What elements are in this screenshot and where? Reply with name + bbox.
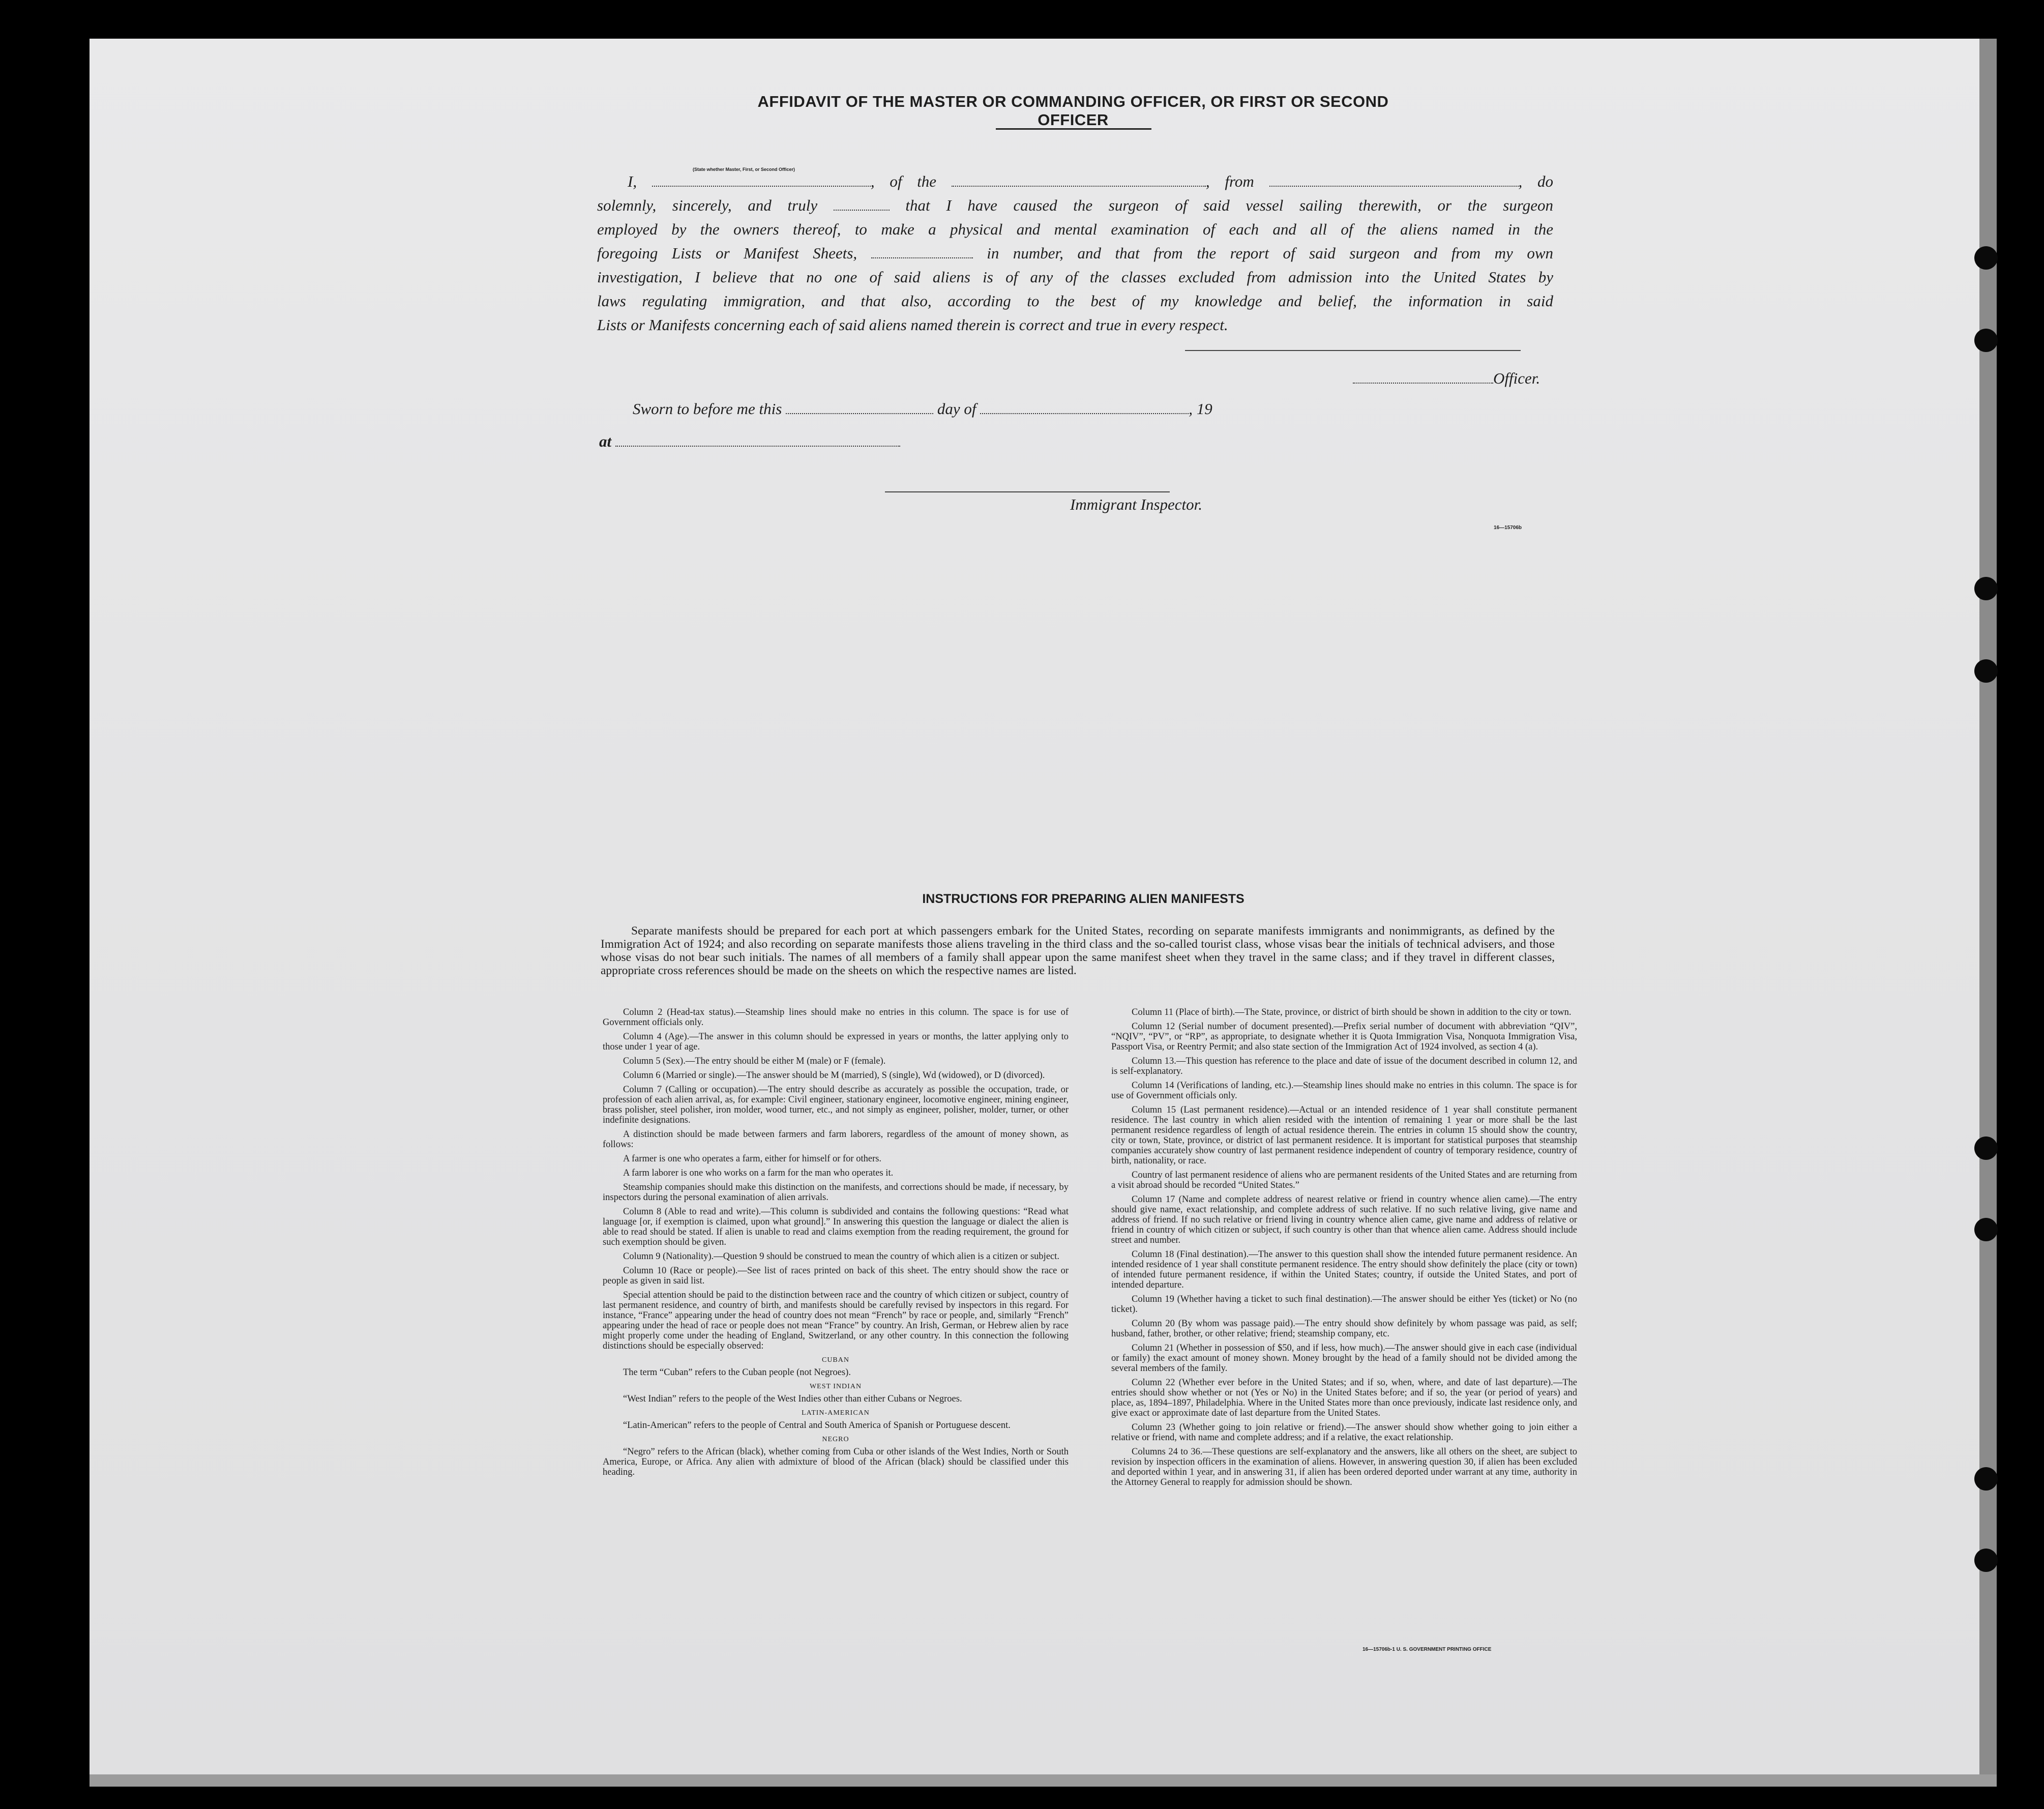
instruction-paragraph: A distinction should be made between farmers and farm laborers, regardless of the amount of money shown, as follows: xyxy=(603,1129,1069,1150)
signature-line[interactable] xyxy=(1185,350,1521,351)
affidavit-line-3: employed by the owners thereof, to make a physical and mental examination of each and all of the aliens named in the xyxy=(597,220,1553,238)
instruction-paragraph: A farmer is one who operates a farm, either for himself or for others. xyxy=(623,1154,882,1164)
subheading-latin-american: LATIN-AMERICAN xyxy=(802,1409,870,1417)
officer-blank[interactable] xyxy=(652,174,871,187)
affidavit-text xyxy=(597,169,1553,337)
subheading-negro: NEGRO xyxy=(822,1436,849,1443)
subheading-west-indian: WEST INDIAN xyxy=(809,1383,862,1390)
at-place-blank[interactable] xyxy=(615,434,900,447)
instruction-paragraph: Column 17 (Name and complete address of nearest relative or friend in country whence alien came).—The entry should give name, exact relationship, and complete address of such relative. If no such relative living, give name and address of friend. If no such relative or friend living in country whence alien came, give name and address of relative or friend in country of which citizen or subject, if such country is other than that whence alien came. Address should include street and number. xyxy=(1111,1194,1577,1245)
printing-office-footer: 16—15706b-1 U. S. GOVERNMENT PRINTING OFFICE xyxy=(1362,1647,1492,1652)
subheading-cuban: CUBAN xyxy=(821,1356,849,1364)
title-rule xyxy=(996,128,1151,130)
affidavit-title: AFFIDAVIT OF THE MASTER OR COMMANDING OFFICER, OR FIRST OR SECOND OFFICER xyxy=(757,93,1389,129)
binder-hole xyxy=(1974,1136,1998,1160)
instructions-left-column xyxy=(603,1007,1069,1481)
instruction-paragraph: Country of last permanent residence of aliens who are permanent residents of the United States and are returning from a visit abroad should be recorded “United States.” xyxy=(1111,1170,1577,1190)
instructions-intro: Separate manifests should be prepared for each port at which passengers embark for the United States, recording on separate manifests immigrants and nonimmigrants, as defined by the Immigration Act of 1924; and also recording on separate manifests those aliens traveling in the third class and the so-called tourist class, whose visas bear the initials of technical advisers, and those whose visas do not bear such initials. The names of all members of a family shall appear upon the same manifest sheet when they travel in the same class; and if they travel in different classes, appropriate cross references should be made on the sheets on which the respective names are listed. xyxy=(601,924,1555,977)
sworn-month-blank[interactable] xyxy=(980,402,1189,414)
instruction-paragraph: Column 19 (Whether having a ticket to such final destination).—The answer should be either Yes (ticket) or No (no ticket). xyxy=(1111,1294,1577,1315)
oath-blank[interactable] xyxy=(834,198,890,211)
instruction-paragraph: Column 8 (Able to read and write).—This column is subdivided and contains the following questions: “Read what language [or, if exemption is claimed, upon what ground].” In answering this question the language or dialect the alien is able to read should be stated. If alien is unable to read and claims exemption from the reading requirement, the ground for such exemption should be given. xyxy=(603,1207,1069,1247)
aliens-count-blank[interactable] xyxy=(871,246,973,258)
affidavit-line-5: investigation, I believe that no one of said aliens is of any of the classes excluded from admission into the United States by xyxy=(597,268,1553,286)
page-edge xyxy=(1979,39,1997,1786)
instructions-title: INSTRUCTIONS FOR PREPARING ALIEN MANIFESTS xyxy=(922,892,1245,906)
instruction-paragraph: Column 22 (Whether ever before in the United States; and if so, when, where, and date of last departure).—The entries should show whether or not (Yes or No) in the United States before; and if so, the year (or period of years) and place, as, 1894–1897, Philadelphia. Where in the United States more than once previously, indicate last residence only, and give exact or approximate date of last departure from the United States. xyxy=(1111,1378,1577,1418)
officer-title-blank[interactable] xyxy=(1353,371,1493,384)
instruction-paragraph: Columns 24 to 36.—These questions are self-explanatory and the answers, like all others on the sheet, are subject to revision by inspection officers in the examination of aliens. However, in answering question 30, if alien has been excluded and deported within 1 year, and in answering 31, if alien has been ordered deported under warrant at any time, authority in the Attorney General to reapply for admission should be shown. xyxy=(1111,1447,1577,1487)
instruction-paragraph: A farm laborer is one who works on a farm for the man who operates it. xyxy=(623,1168,894,1178)
instruction-paragraph: Column 20 (By whom was passage paid).—The entry should show definitely by whom passage was paid, as self; husband, father, brother, or other relative; friend; steamship company, etc. xyxy=(1111,1319,1577,1339)
binder-hole xyxy=(1974,1549,1998,1572)
officer-rank-note: (State whether Master, First, or Second Officer) xyxy=(693,167,795,172)
instruction-paragraph: Column 14 (Verifications of landing, etc.).—Steamship lines should make no entries in this column. The space is for use of Government officials only. xyxy=(1111,1081,1577,1101)
page-bottom-edge xyxy=(90,1774,1997,1787)
inspector-signature-line[interactable] xyxy=(885,491,1170,492)
officer-signature: Officer. xyxy=(1353,369,1540,388)
instruction-paragraph: Column 5 (Sex).—The entry should be either M (male) or F (female). xyxy=(623,1056,886,1066)
instruction-paragraph: Column 7 (Calling or occupation).—The entry should describe as accurately as possible the occupation, trade, or profession of each alien arrival, as, for example: Civil engineer, stationary engineer, locomotive engineer, mining engineer, brass polisher, steel polisher, iron molder, wood turner, etc., and not simply as engineer, polisher, molder, turner, or other indefinite designations. xyxy=(603,1085,1069,1125)
instruction-paragraph: Column 15 (Last permanent residence).—Actual or an intended residence of 1 year shall constitute permanent residence. The last country in which alien resided with the intention of remaining 1 year or more shall be the last permanent residence regardless of length of actual residence therein. The entries in column 15 should show the country, city or town, State, province, or district of last permanent residence. It is important for statistical purposes that steamship companies accurately show country of last permanent residence independent of country of temporary residence, country of birth, nationality, or race. xyxy=(1111,1105,1577,1166)
affidavit-line-2: solemnly, sincerely, and truly that I have caused the surgeon of said vessel sailing therewith, or the surgeon xyxy=(597,196,1553,214)
instruction-paragraph: Column 11 (Place of birth).—The State, province, or district of birth should be shown in addition to the city or town. xyxy=(1132,1007,1572,1017)
instruction-paragraph: Column 2 (Head-tax status).—Steamship lines should make no entries in this column. The space is for use of Government officials only. xyxy=(603,1007,1069,1028)
instruction-paragraph: Column 10 (Race or people).—See list of races printed on back of this sheet. The entry should show the race or people as given in said list. xyxy=(603,1266,1069,1286)
at-line: at xyxy=(599,432,900,451)
affidavit-line-4: foregoing Lists or Manifest Sheets, in number, and that from the report of said surgeon and from my own xyxy=(597,244,1554,262)
sworn-line: Sworn to before me this day of , 19 xyxy=(633,400,1212,418)
instruction-paragraph: Column 6 (Married or single).—The answer should be M (married), S (single), Wd (widowed), or D (divorced). xyxy=(623,1070,1045,1081)
binder-hole xyxy=(1974,659,1998,683)
binder-hole xyxy=(1974,1467,1998,1491)
instruction-paragraph: Column 9 (Nationality).—Question 9 should be construed to mean the country of which alien is a citizen or subject. xyxy=(623,1251,1060,1262)
instruction-paragraph: “West Indian” refers to the people of the West Indies other than either Cubans or Negroes. xyxy=(623,1394,962,1404)
instruction-paragraph: Column 13.—This question has reference to the place and date of issue of the document described in column 12, and is self-explanatory. xyxy=(1111,1056,1577,1076)
binder-hole xyxy=(1974,1218,1998,1241)
affidavit-line-7: Lists or Manifests concerning each of said aliens named therein is correct and true in every respect. xyxy=(597,316,1228,334)
binder-hole xyxy=(1974,577,1998,600)
form-code: 16—15706b xyxy=(1494,525,1522,531)
instruction-paragraph: Column 4 (Age).—The answer in this column should be expressed in years or months, the latter applying only to those under 1 year of age. xyxy=(603,1032,1069,1052)
instruction-paragraph: “Latin-American” refers to the people of Central and South America of Spanish or Portuguese descent. xyxy=(623,1420,1011,1431)
instruction-paragraph: Column 21 (Whether in possession of $50, and if less, how much).—The answer should give in each case (individual or family) the exact amount of money shown. Money brought by the head of a family should not be divided among the several members of the family. xyxy=(1111,1343,1577,1374)
instruction-paragraph: Special attention should be paid to the distinction between race and the country of which citizen or subject, country of last permanent residence, and country of birth, and manifests should be carefully revised by inspectors in this regard. For instance, “France” appearing under the head of country does not mean “French” by race or people, and, similarly “French” appearing under the head of race or people does not mean “France” by country. An Irish, German, or Hebrew alien by race might properly come under the heading of England, Switzerland, or any other country. In this connection the following distinctions should be especially observed: xyxy=(603,1290,1069,1351)
binder-hole xyxy=(1974,246,1998,270)
instruction-paragraph: Column 18 (Final destination).—The answer to this question shall show the intended future permanent residence. An intended residence of 1 year shall constitute permanent residence. The entry should show definitely the place (city or town) of intended future permanent residence, if within the United States; country, if outside the United States, and port of intended departure. xyxy=(1111,1249,1577,1290)
instruction-paragraph: Steamship companies should make this distinction on the manifests, and corrections should be made, if necessary, by inspectors during the personal examination of alien arrivals. xyxy=(603,1182,1069,1203)
instruction-paragraph: The term “Cuban” refers to the Cuban people (not Negroes). xyxy=(623,1367,851,1378)
instructions-right-column xyxy=(1111,1007,1577,1492)
instruction-paragraph: Column 12 (Serial number of document presented).—Prefix serial number of document with abbreviation “QIV”, “NQIV”, “PV”, or “RP”, as appropriate, to designate whether it is Quota Immigration Visa, Nonquota Immigration Visa, Passport Visa, or Reentry Permit; and also state section of the Immigration Act of 1924 involved, as section 4 (a). xyxy=(1111,1022,1577,1052)
instruction-paragraph: “Negro” refers to the African (black), whether coming from Cuba or other islands of the West Indies, North or South America, Europe, or Africa. Any alien with admixture of blood of the African (black) should be classified under this heading. xyxy=(603,1447,1069,1477)
binder-hole xyxy=(1974,329,1998,352)
sworn-day-blank[interactable] xyxy=(786,402,933,414)
affidavit-line-1: I, , of the , from , do xyxy=(628,172,1553,190)
vessel-blank[interactable] xyxy=(952,174,1206,187)
port-blank[interactable] xyxy=(1269,174,1519,187)
inspector-label: Immigrant Inspector. xyxy=(1070,495,1203,513)
instruction-paragraph: Column 23 (Whether going to join relative or friend).—The answer should show whether going to join either a relative or friend, with name and complete address; and if a relative, the exact relationship. xyxy=(1111,1422,1577,1443)
affidavit-line-6: laws regulating immigration, and that also, according to the best of my knowledge and belief, the information in said xyxy=(597,292,1553,310)
